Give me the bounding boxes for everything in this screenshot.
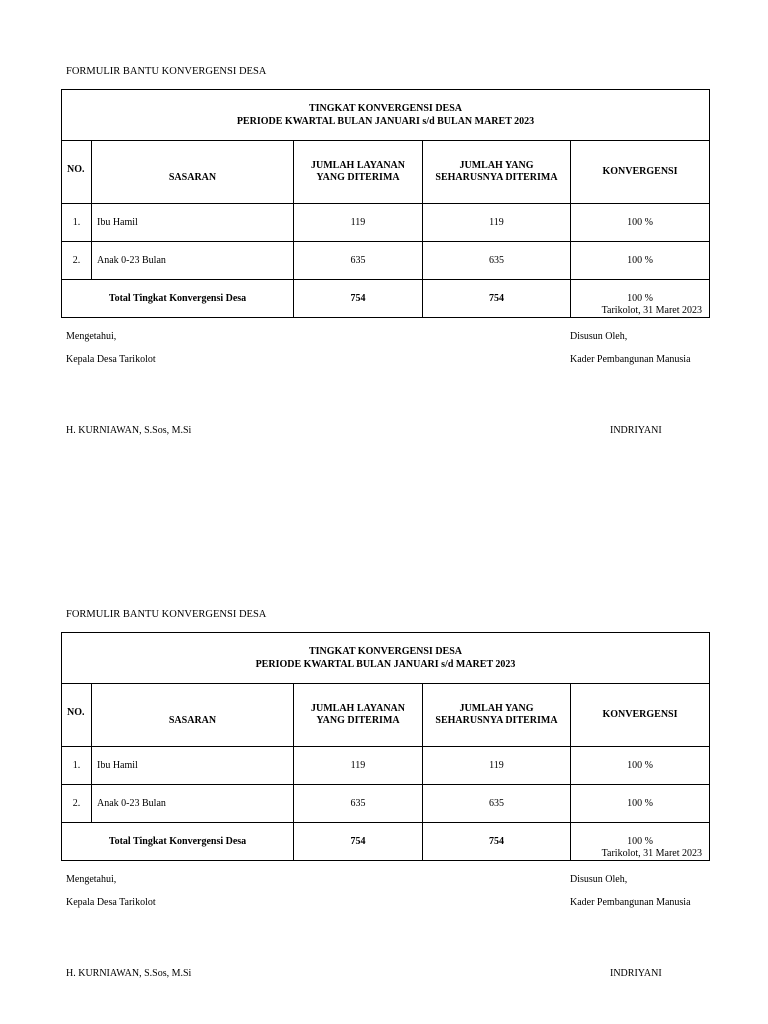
header-seharusnya-line1: JUMLAH YANG <box>459 703 534 714</box>
table-row <box>62 204 710 242</box>
form-title: FORMULIR BANTU KONVERGENSI DESA <box>66 609 267 620</box>
total-layanan: 754 <box>294 823 423 861</box>
place-date: Tarikolot, 31 Maret 2023 <box>601 848 702 859</box>
form-title: FORMULIR BANTU KONVERGENSI DESA <box>66 66 267 77</box>
row-sasaran: Ibu Hamil <box>92 747 294 785</box>
row-layanan: 635 <box>294 242 423 280</box>
row-layanan: 119 <box>294 747 423 785</box>
row-sasaran: Anak 0-23 Bulan <box>92 242 294 280</box>
table-title-line2: PERIODE KWARTAL BULAN JANUARI s/d BULAN MARET 2023 <box>236 116 535 127</box>
village-head-name: H. KURNIAWAN, S.Sos, M.Si <box>66 968 192 979</box>
header-seharusnya-line2: SEHARUSNYA DITERIMA <box>435 172 558 183</box>
total-konvergensi: 100 % <box>571 280 710 318</box>
row-seharusnya: 635 <box>423 785 571 823</box>
row-layanan: 635 <box>294 785 423 823</box>
table-title-line1: TINGKAT KONVERGENSI DESA <box>309 103 462 114</box>
row-konvergensi: 100 % <box>571 204 710 242</box>
header-konvergensi: KONVERGENSI <box>571 141 710 204</box>
total-seharusnya: 754 <box>423 280 571 318</box>
header-konvergensi: KONVERGENSI <box>571 684 710 747</box>
row-no: 1. <box>62 747 92 785</box>
header-seharusnya <box>423 684 571 747</box>
total-layanan: 754 <box>294 280 423 318</box>
header-layanan-line2: YANG DITERIMA <box>316 715 400 726</box>
header-layanan-line2: YANG DITERIMA <box>316 172 400 183</box>
row-no: 1. <box>62 204 92 242</box>
village-head-title: Kepala Desa Tarikolot <box>66 354 156 365</box>
header-no: NO. <box>62 684 92 747</box>
row-no: 2. <box>62 785 92 823</box>
cadre-title: Kader Pembangunan Manusia <box>570 354 691 365</box>
header-sasaran: SASARAN <box>92 684 294 747</box>
row-no: 2. <box>62 242 92 280</box>
total-label: Total Tingkat Konvergensi Desa <box>62 823 294 861</box>
header-seharusnya <box>423 141 571 204</box>
form-section-2 <box>0 543 768 1003</box>
header-sasaran: SASARAN <box>92 141 294 204</box>
known-by: Mengetahui, <box>66 331 117 342</box>
row-sasaran: Ibu Hamil <box>92 204 294 242</box>
convergence-table <box>61 632 710 861</box>
cadre-name: INDRIYANI <box>610 425 662 436</box>
row-konvergensi: 100 % <box>571 785 710 823</box>
convergence-table <box>61 89 710 318</box>
row-konvergensi: 100 % <box>571 242 710 280</box>
total-seharusnya: 754 <box>423 823 571 861</box>
header-layanan <box>294 141 423 204</box>
total-konvergensi: 100 % <box>571 823 710 861</box>
table-title <box>62 633 710 684</box>
cadre-name: INDRIYANI <box>610 968 662 979</box>
row-seharusnya: 119 <box>423 747 571 785</box>
table-row <box>62 785 710 823</box>
header-layanan-line1: JUMLAH LAYANAN <box>311 703 405 714</box>
form-section-1 <box>0 0 768 460</box>
row-layanan: 119 <box>294 204 423 242</box>
table-title <box>62 90 710 141</box>
cadre-title: Kader Pembangunan Manusia <box>570 897 691 908</box>
place-date: Tarikolot, 31 Maret 2023 <box>601 305 702 316</box>
prepared-by: Disusun Oleh, <box>570 874 628 885</box>
prepared-by: Disusun Oleh, <box>570 331 628 342</box>
village-head-name: H. KURNIAWAN, S.Sos, M.Si <box>66 425 192 436</box>
known-by: Mengetahui, <box>66 874 117 885</box>
header-no: NO. <box>62 141 92 204</box>
header-layanan-line1: JUMLAH LAYANAN <box>311 160 405 171</box>
header-seharusnya-line1: JUMLAH YANG <box>459 160 534 171</box>
header-seharusnya-line2: SEHARUSNYA DITERIMA <box>435 715 558 726</box>
table-row <box>62 747 710 785</box>
table-title-line2: PERIODE KWARTAL BULAN JANUARI s/d MARET 2023 <box>255 659 516 670</box>
table-row <box>62 242 710 280</box>
total-label: Total Tingkat Konvergensi Desa <box>62 280 294 318</box>
row-seharusnya: 119 <box>423 204 571 242</box>
row-konvergensi: 100 % <box>571 747 710 785</box>
village-head-title: Kepala Desa Tarikolot <box>66 897 156 908</box>
header-layanan <box>294 684 423 747</box>
row-seharusnya: 635 <box>423 242 571 280</box>
table-title-line1: TINGKAT KONVERGENSI DESA <box>309 646 462 657</box>
row-sasaran: Anak 0-23 Bulan <box>92 785 294 823</box>
